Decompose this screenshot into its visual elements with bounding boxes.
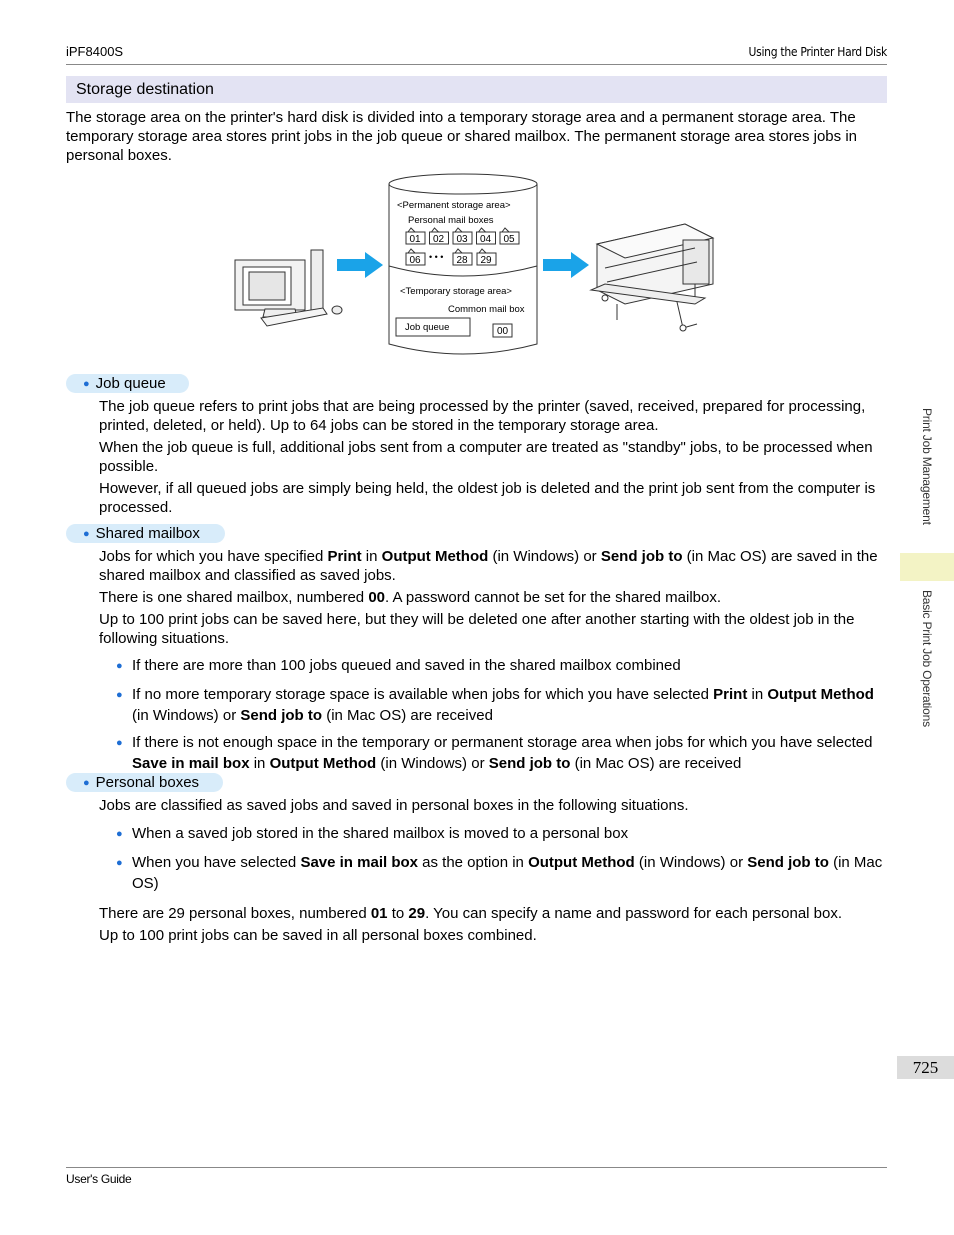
personal-boxes-title: Personal boxes <box>95 774 200 791</box>
personal-boxes-label: Personal mail boxes <box>408 215 494 226</box>
side-tab-highlight <box>900 553 954 581</box>
job-queue-heading <box>66 374 189 393</box>
page-number: 725 <box>897 1056 954 1079</box>
section-title: Storage destination <box>76 81 214 98</box>
common-mailbox-label: Common mail box <box>448 304 525 315</box>
shared-mailbox-p2: There is one shared mailbox, numbered 00. A password cannot be set for the shared mailbox. <box>99 589 722 606</box>
mailbox-number: 06 <box>409 255 421 266</box>
list-item: ● When you have selected Save in mail box as the option in Output Method (in Windows) or Send job to (in Mac OS) <box>116 854 883 892</box>
mailbox-number: 05 <box>503 234 515 245</box>
storage-diagram <box>225 172 725 362</box>
bullet-icon: ● <box>116 737 123 749</box>
bullet-icon: ● <box>83 777 90 789</box>
permanent-area-label: <Permanent storage area> <box>397 200 511 211</box>
common-mailbox-number: 00 <box>497 326 509 337</box>
header-model: iPF8400S <box>66 44 124 59</box>
mailbox-number: 01 <box>409 234 421 245</box>
job-queue-box-label: Job queue <box>405 322 450 333</box>
shared-mailbox-p3: Up to 100 print jobs can be saved here, but they will be deleted one after another starting with the oldest job in the following situations. <box>99 611 855 647</box>
bullet-icon: ● <box>83 378 90 390</box>
footer-rule <box>66 1167 887 1168</box>
personal-boxes-p3: Up to 100 print jobs can be saved in all personal boxes combined. <box>99 927 537 944</box>
list-item: ● If there are more than 100 jobs queued and saved in the shared mailbox combined <box>116 657 681 674</box>
shared-mailbox-bullets <box>116 656 888 773</box>
side-tab-subsection[interactable]: Basic Print Job Operations <box>920 590 934 727</box>
job-queue-p1: The job queue refers to print jobs that are being processed by the printer (saved, received, prepared for processing, printed, deleted, or held). Up to 64 jobs can be stored in the temporary storage area. <box>99 398 866 434</box>
side-tab-chapter[interactable]: Print Job Management <box>920 408 934 525</box>
job-queue-text <box>99 397 889 520</box>
shared-mailbox-heading <box>66 524 225 543</box>
personal-boxes-p1: Jobs are classified as saved jobs and saved in personal boxes in the following situations. <box>99 797 689 814</box>
shared-mailbox-p1: Jobs for which you have specified Print in Output Method (in Windows) or Send job to (in Mac OS) are saved in the shared mailbox and classified as saved jobs. <box>99 548 878 584</box>
bullet-icon: ● <box>116 660 123 672</box>
header-rule <box>66 64 887 65</box>
temporary-area-label: <Temporary storage area> <box>400 286 512 297</box>
mailbox-number: 04 <box>480 234 492 245</box>
mailbox-number: 03 <box>456 234 468 245</box>
list-item: ● If there is not enough space in the temporary or permanent storage area when jobs for which you have selected Save in mail box in Output Method (in Windows) or Send job to (in Mac OS) are received <box>116 734 873 772</box>
job-queue-p2: When the job queue is full, additional jobs sent from a computer are treated as "standby" jobs, to be processed when possible. <box>99 439 873 475</box>
personal-boxes-bullets <box>116 824 888 893</box>
list-item: ● If no more temporary storage space is available when jobs for which you have selected Print in Output Method (in Windows) or Send job to (in Mac OS) are received <box>116 686 874 724</box>
computer-icon <box>235 250 342 326</box>
ellipsis-label: • • • <box>429 252 444 262</box>
mailbox-number: 29 <box>480 255 492 266</box>
printer-icon <box>591 224 713 331</box>
job-queue-title: Job queue <box>95 375 166 392</box>
bullet-icon: ● <box>83 528 90 540</box>
bullet-icon: ● <box>116 857 123 869</box>
list-item: ● When a saved job stored in the shared mailbox is moved to a personal box <box>116 825 629 842</box>
personal-boxes-text <box>99 904 889 948</box>
bullet-icon: ● <box>116 689 123 701</box>
mailbox-number: 28 <box>456 255 468 266</box>
intro-paragraph: The storage area on the printer's hard disk is divided into a temporary storage area and a permanent storage area. The temporary storage area stores print jobs in the job queue or shared mailbox. The permanent storage area stores jobs in personal boxes. <box>66 109 857 164</box>
footer-guide: User's Guide <box>66 1172 132 1186</box>
shared-mailbox-title: Shared mailbox <box>95 525 200 542</box>
header-section: Using the Printer Hard Disk <box>748 45 887 59</box>
personal-boxes-heading <box>66 773 223 792</box>
shared-mailbox-text <box>99 547 889 651</box>
job-queue-p3: However, if all queued jobs are simply being held, the oldest job is deleted and the print job sent from the computer is processed. <box>99 480 876 516</box>
mailbox-number: 02 <box>433 234 445 245</box>
bullet-icon: ● <box>116 828 123 840</box>
personal-boxes-p2: There are 29 personal boxes, numbered 01 to 29. You can specify a name and password for each personal box. <box>99 905 843 922</box>
